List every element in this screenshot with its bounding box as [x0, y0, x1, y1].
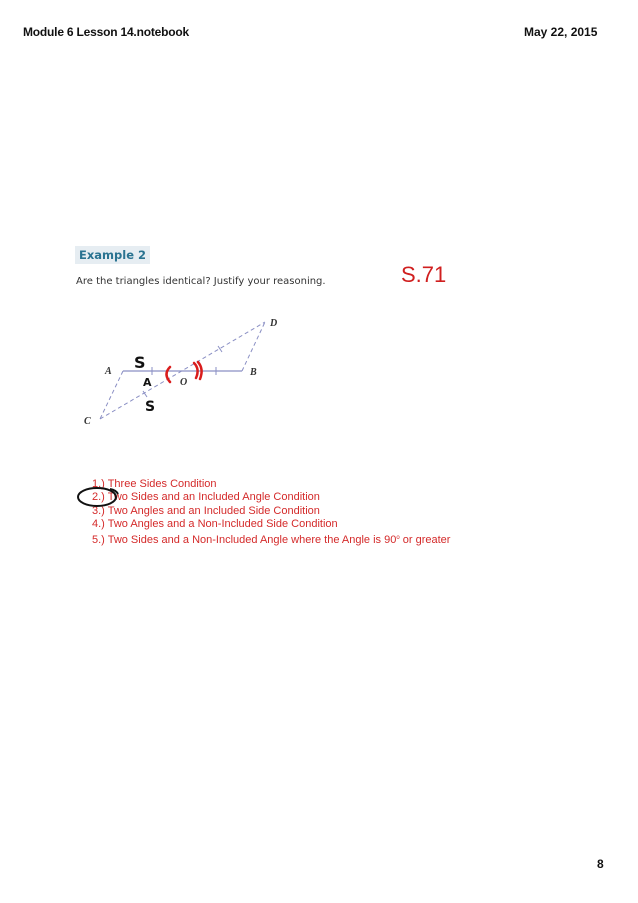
condition-text: Two Angles and a Non-Included Side Condition	[107, 518, 338, 531]
condition-number: 1.)	[92, 478, 105, 490]
example-question: Are the triangles identical? Justify your reasoning.	[76, 276, 326, 287]
condition-text: Two Sides and a Non-Included Angle where the Angle is 90	[107, 533, 397, 546]
page-reference: S.71	[401, 262, 447, 287]
condition-text: Two Sides and an Included Angle Condition	[107, 491, 320, 504]
condition-number: 4.)	[92, 518, 105, 531]
notebook-title: Module 6 Lesson 14.notebook	[23, 25, 189, 39]
condition-text-suffix: or greater	[399, 533, 451, 546]
segment-bd	[242, 322, 265, 371]
angle-arc-aoc	[167, 367, 171, 382]
angle-annotation: A	[143, 376, 152, 389]
page-date: May 22, 2015	[524, 25, 598, 39]
vertex-label-c: C	[84, 416, 91, 427]
condition-item	[92, 532, 450, 547]
side-annotation-top: S	[134, 353, 146, 372]
vertex-label-a: A	[105, 366, 112, 377]
congruence-conditions-list	[92, 478, 450, 547]
condition-number: 5.)	[92, 533, 105, 546]
condition-number: 3.)	[92, 504, 105, 517]
example-heading: Example 2	[75, 246, 150, 264]
condition-text: Three Sides Condition	[107, 478, 217, 490]
vertex-label-d: D	[270, 318, 278, 329]
condition-number: 2.)	[92, 491, 105, 504]
tick-co	[143, 391, 147, 397]
condition-item	[92, 478, 450, 491]
vertex-label-b: B	[250, 367, 257, 378]
condition-item-selected	[92, 491, 450, 504]
side-annotation-bottom: S	[145, 399, 156, 415]
degree-symbol: o	[396, 534, 400, 541]
condition-item	[92, 505, 450, 518]
tick-od	[218, 346, 222, 352]
condition-item	[92, 518, 450, 531]
segment-ac	[100, 371, 123, 419]
page-number: 8	[597, 857, 604, 871]
condition-text: Two Angles and an Included Side Condition	[107, 504, 320, 517]
vertex-label-o: O	[180, 377, 188, 388]
